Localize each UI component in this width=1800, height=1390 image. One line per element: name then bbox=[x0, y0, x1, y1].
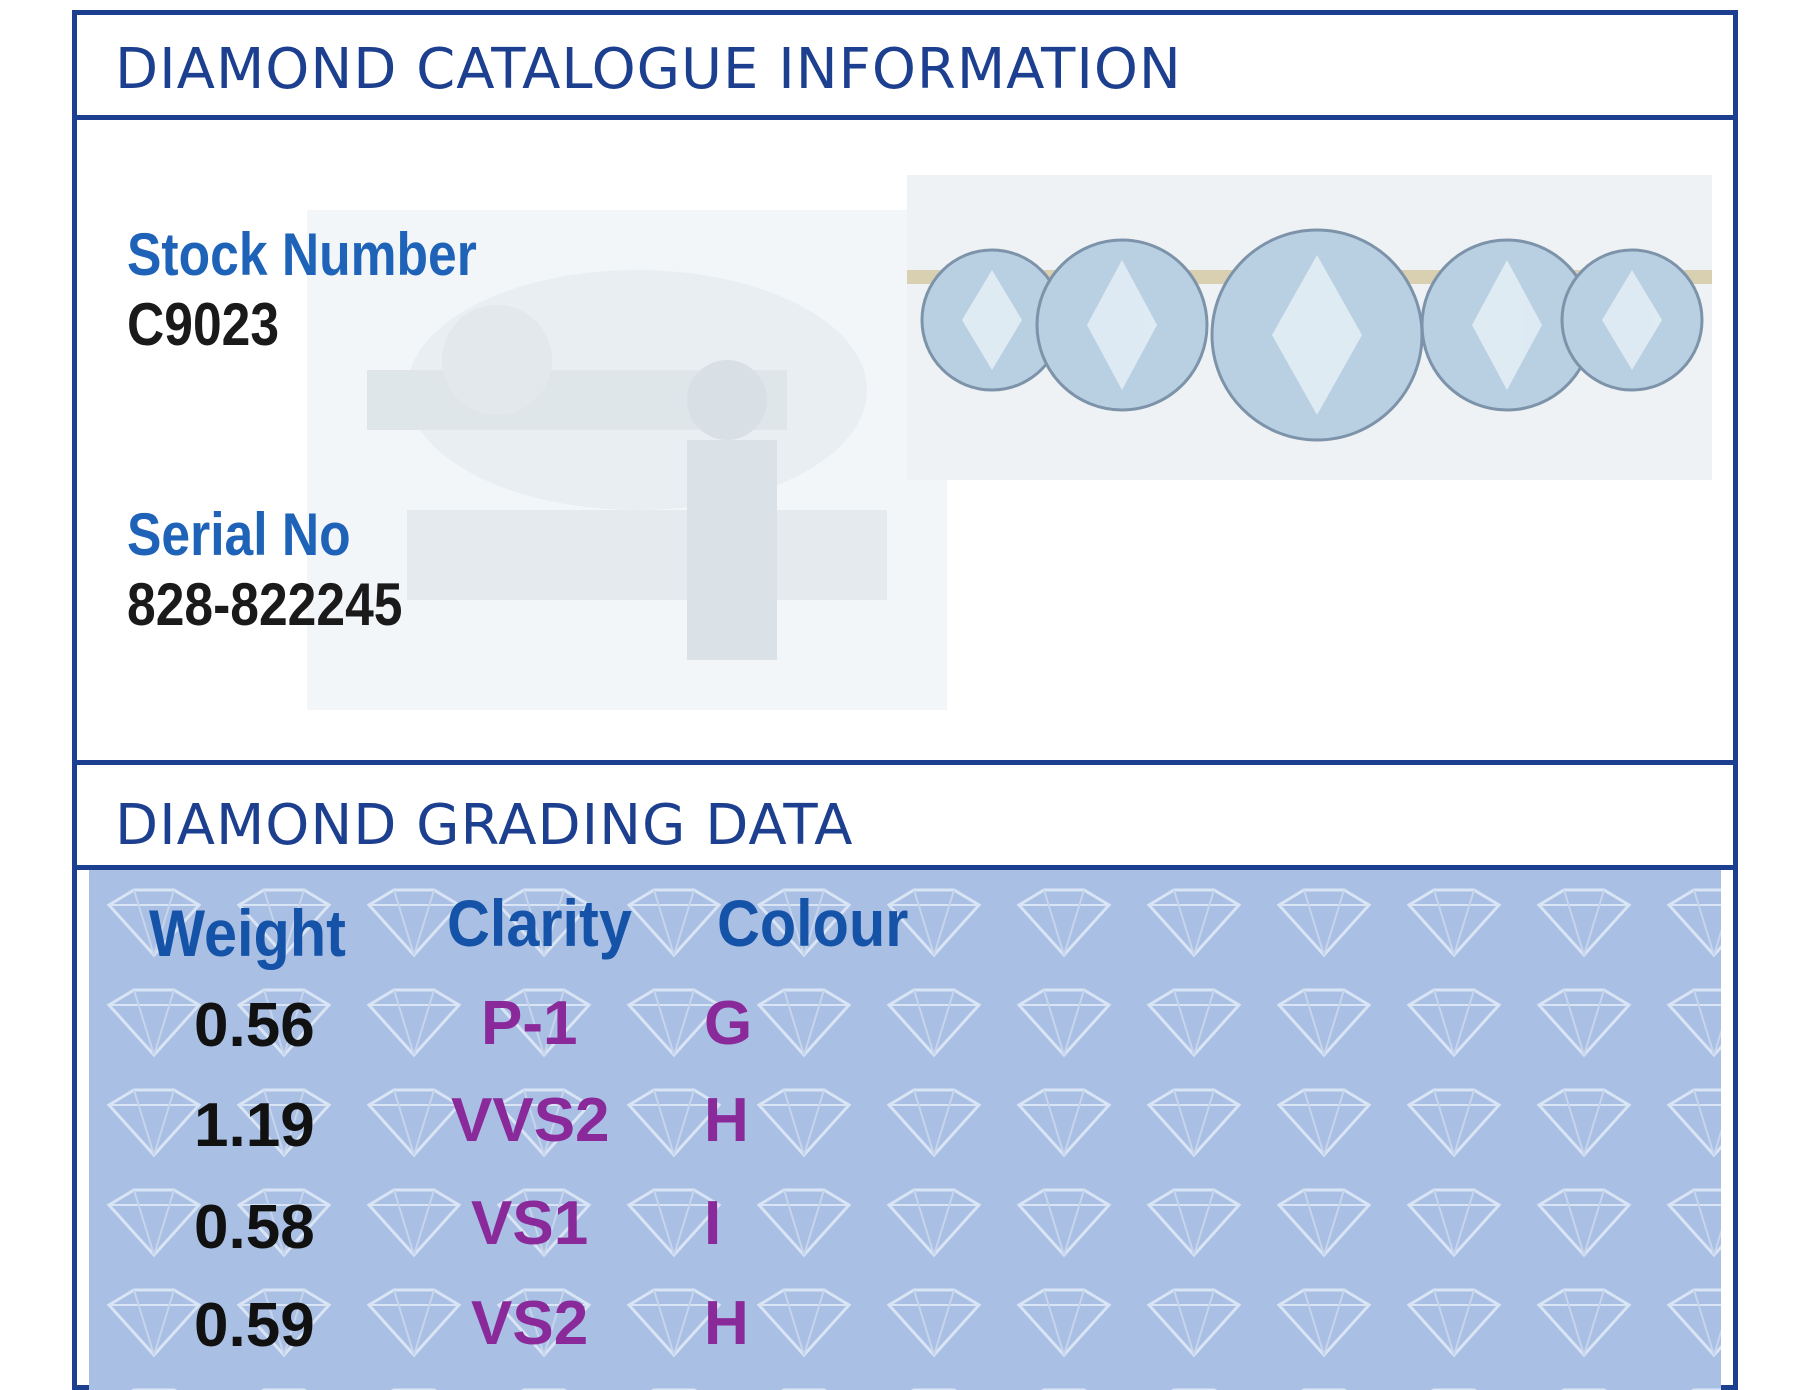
grading-title: DIAMOND GRADING DATA bbox=[115, 793, 854, 858]
colour-cell-1: G bbox=[704, 989, 753, 1058]
weight-cell-1: 0.56 bbox=[194, 991, 315, 1060]
weight-cell-3: 0.58 bbox=[194, 1193, 315, 1262]
colour-cell-4: H bbox=[704, 1289, 749, 1358]
weight-cell-4: 0.59 bbox=[194, 1291, 315, 1360]
column-header-clarity: Clarity bbox=[447, 886, 632, 960]
stock-number-value: C9023 bbox=[127, 291, 280, 358]
catalogue-card bbox=[72, 10, 1738, 1390]
serial-number-label: Serial No bbox=[127, 501, 351, 568]
catalogue-info-panel bbox=[77, 120, 1733, 760]
diamond-ring-photo bbox=[907, 175, 1712, 480]
clarity-cell-2: VVS2 bbox=[451, 1086, 610, 1155]
catalogue-header bbox=[77, 15, 1733, 120]
column-header-colour: Colour bbox=[717, 886, 909, 960]
weight-cell-2: 1.19 bbox=[194, 1091, 315, 1160]
clarity-cell-1: P-1 bbox=[481, 989, 578, 1058]
clarity-cell-4: VS2 bbox=[471, 1289, 589, 1358]
colour-cell-2: H bbox=[704, 1086, 749, 1155]
clarity-cell-3: VS1 bbox=[471, 1189, 589, 1258]
column-header-weight: Weight bbox=[149, 896, 346, 970]
stock-number-label: Stock Number bbox=[127, 221, 477, 288]
catalogue-title: DIAMOND CATALOGUE INFORMATION bbox=[115, 37, 1182, 102]
grading-header bbox=[77, 760, 1733, 870]
grading-table bbox=[89, 870, 1721, 1390]
colour-cell-3: I bbox=[704, 1189, 722, 1258]
serial-number-value: 828-822245 bbox=[127, 571, 403, 638]
